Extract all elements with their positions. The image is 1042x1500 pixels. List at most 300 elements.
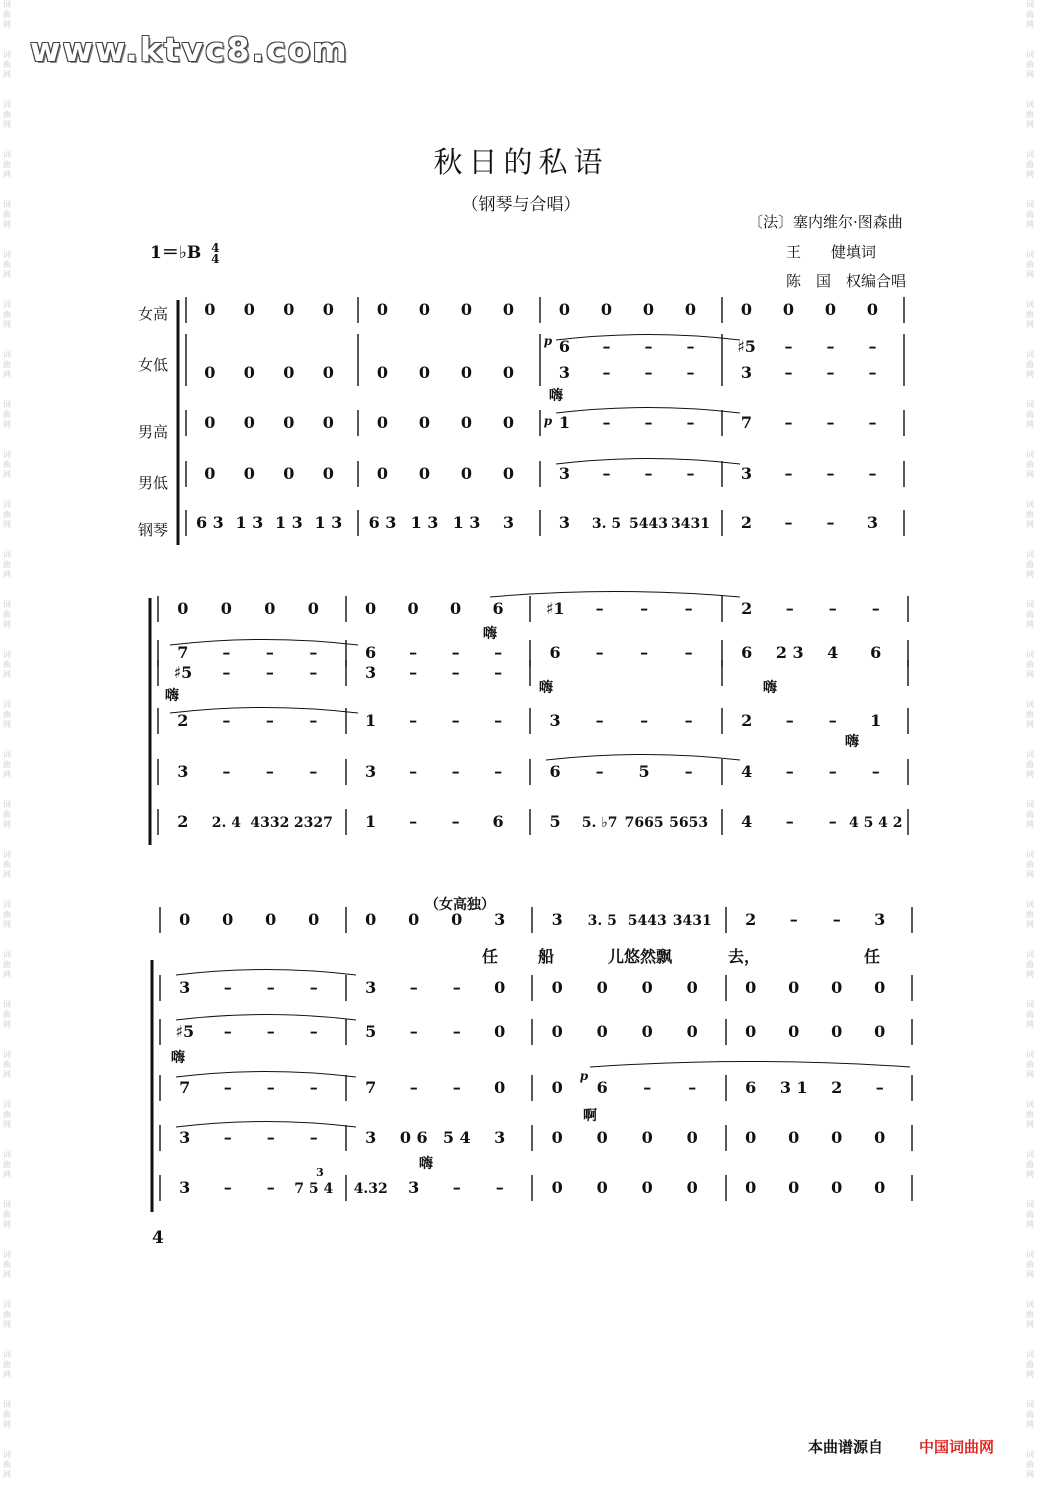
system2-bass-note: –	[222, 762, 231, 781]
system2-tenor-note: 2	[741, 711, 753, 730]
system2-bass-tie	[546, 755, 740, 761]
system2-soprano-note: –	[684, 599, 693, 618]
system3-piano-note: 0	[641, 1178, 653, 1197]
system3-bass-note: –	[223, 1128, 232, 1147]
system2-tenor-note: 1	[870, 711, 882, 730]
system1-piano-note: 6 3	[368, 513, 397, 532]
system1-piano-note: 3	[502, 513, 515, 532]
system2-alto-tie	[170, 640, 358, 646]
system1-piano-note: 1 3	[314, 513, 343, 532]
system1-soprano-note: 0	[558, 300, 571, 319]
system2-alto-upper-note: 6	[870, 643, 882, 662]
system3-tenor-note: –	[409, 1078, 418, 1097]
system3-bass-note: 0	[874, 1128, 886, 1147]
system3-soprano-note: 0	[408, 910, 420, 929]
system2-alto-lower-note: ♯5	[173, 663, 193, 682]
system1-alto-lower-note: 0	[322, 363, 334, 382]
system2-bass-note: –	[409, 762, 418, 781]
system2-piano-note: 4	[741, 812, 753, 831]
system2-soprano-note: 0	[264, 599, 276, 618]
system1-tenor-note: 7	[740, 413, 753, 432]
system2-soprano-note: –	[595, 599, 604, 618]
system2-alto-upper-note: –	[409, 643, 418, 662]
system2-tenor-note: –	[494, 711, 503, 730]
system2-alto-upper-note: –	[265, 643, 274, 662]
system3-piano-note: 3	[179, 1178, 191, 1197]
system3-bass-note: 0	[551, 1128, 563, 1147]
system1-tenor-note: –	[644, 413, 653, 432]
system2-piano-note: 5653	[669, 815, 709, 831]
system2-tenor-note: –	[265, 711, 274, 730]
system2-alto-upper-note: 6	[741, 643, 753, 662]
system2-alto-lower-note: 3	[365, 663, 377, 682]
system3-tenor-note: 7	[179, 1078, 191, 1097]
system3-lyric: 啊	[583, 1108, 597, 1124]
system1-alto-lower-note: –	[784, 363, 793, 382]
system1-alto-lower-note: 0	[243, 363, 255, 382]
system1-soprano-note: 0	[243, 300, 255, 319]
system3-alto-upper-note: 0	[831, 978, 843, 997]
system3-bass-note: 0	[831, 1128, 843, 1147]
system3-lyric: 任	[863, 947, 881, 966]
system1-alto-lower-note: –	[868, 363, 877, 382]
system1-alto-upper-note: 6	[558, 337, 571, 356]
system2-bass-note: –	[828, 762, 837, 781]
system3-piano-note: 0	[596, 1178, 608, 1197]
system3-tenor-note: 7	[365, 1078, 377, 1097]
system3-tenor-note: 6	[745, 1078, 757, 1097]
system1-piano-note: 5443	[629, 516, 668, 532]
system1-alto-lower-note: 0	[376, 363, 389, 382]
system3-bass-note: 0	[596, 1128, 608, 1147]
system3-alto-lower-note: 0	[551, 1022, 563, 1041]
system2-piano-note: 2	[177, 812, 189, 831]
system2-alto-upper-note: –	[451, 643, 460, 662]
system3-soprano-note: –	[832, 910, 841, 929]
system2-tenor-tie	[170, 708, 358, 714]
system3-alto-lower-note: 0	[596, 1022, 608, 1041]
system1-piano-note: –	[826, 513, 835, 532]
system1-bass-note: –	[644, 464, 653, 483]
system3-alto-upper-note: –	[409, 978, 418, 997]
system3-tenor-note: –	[309, 1078, 318, 1097]
score-title: 秋日的私语	[433, 145, 609, 179]
system1-bass-note: 0	[283, 464, 295, 483]
system2-soprano-note: 0	[450, 599, 462, 618]
voice-label-piano: 钢琴	[138, 521, 169, 539]
system3-alto-lower-note: 0	[874, 1022, 886, 1041]
system3-piano-note: 7 5 4	[294, 1181, 334, 1197]
system2-alto-upper-note: 2 3	[775, 643, 804, 662]
system2-bass-note: 4	[741, 762, 753, 781]
system3-soprano-note: 3. 5	[587, 913, 617, 929]
system1-soprano-note: 0	[782, 300, 795, 319]
system3-tenor-note: 2	[831, 1078, 843, 1097]
system1-piano-note: 3431	[671, 516, 710, 532]
system1-tenor-note: 0	[243, 413, 255, 432]
system3-piano-note: –	[266, 1178, 275, 1197]
system2-soprano-note: 0	[365, 599, 377, 618]
system3-soprano-note: 0	[179, 910, 191, 929]
system2-alto-lower-note: –	[309, 663, 318, 682]
system2-alto-lower-note: –	[451, 663, 460, 682]
system3-piano-note: 0	[831, 1178, 843, 1197]
system1-piano-note: 1 3	[274, 513, 303, 532]
system3-piano-note: 0	[745, 1178, 757, 1197]
system1-bass-note: –	[826, 464, 835, 483]
system2-alto-upper-note: –	[309, 643, 318, 662]
system3-alto-lower-note: 0	[745, 1022, 757, 1041]
system3-bass-note: 5 4	[442, 1128, 471, 1147]
system1-bass-note: –	[784, 464, 793, 483]
system2-soprano-note: –	[640, 599, 649, 618]
system2-tenor-note: 1	[365, 711, 377, 730]
system2-bass-note: –	[684, 762, 693, 781]
system3-bass-note: –	[309, 1128, 318, 1147]
system2-piano-note: 6	[492, 812, 504, 831]
system1-tenor-note: –	[868, 413, 877, 432]
system2-alto-upper-note: 6	[549, 643, 561, 662]
system2-piano-note: 5	[549, 812, 561, 831]
system3-soprano-note: 3	[494, 910, 506, 929]
system1-alto-lower-note: 0	[418, 363, 431, 382]
system1-bass-note: 0	[418, 464, 431, 483]
system2-alto-lower-note: –	[409, 663, 418, 682]
system1-soprano-note: 0	[283, 300, 295, 319]
system3-soprano-note: 0	[222, 910, 234, 929]
system3-alto-upper-note: 0	[686, 978, 698, 997]
system2-tenor-note: –	[595, 711, 604, 730]
system2-tenor-note: –	[222, 711, 231, 730]
system2-piano-note: 2327	[293, 815, 333, 831]
system3-triplet: 3	[316, 1166, 324, 1179]
system2-piano-note: 2. 4	[211, 815, 241, 831]
system3-tenor-note: 6	[596, 1078, 608, 1097]
system2-alto-upper-note: 6	[365, 643, 377, 662]
system3-alto-upper-note: 0	[494, 978, 506, 997]
system1-dynamic: p	[543, 414, 553, 428]
system1-tenor-note: –	[826, 413, 835, 432]
system3-alto-lower-note: 0	[831, 1022, 843, 1041]
system3-tenor-note: –	[688, 1078, 697, 1097]
system1-alto-lower-note: 0	[502, 363, 515, 382]
system3-tenor-note: –	[875, 1078, 884, 1097]
system3-bass-tie	[176, 1122, 356, 1128]
system2-bass-note: –	[451, 762, 460, 781]
system3-soprano-note: 0	[308, 910, 320, 929]
system3-piano-note: 0	[788, 1178, 800, 1197]
system1-alto-upper-note: –	[602, 337, 611, 356]
system1-alto-upper-note: –	[826, 337, 835, 356]
system1-tenor-note: –	[602, 413, 611, 432]
system2-piano-note: 4 5 4 2	[848, 815, 903, 831]
system1-tenor-note: 0	[376, 413, 389, 432]
voice-label-tenor: 男高	[138, 423, 169, 441]
system3-piano-note: 0	[686, 1178, 698, 1197]
system2-bass-note: 6	[549, 762, 561, 781]
system1-tenor-note: 0	[204, 413, 216, 432]
system3-bass-note: 0	[788, 1128, 800, 1147]
system2-tenor-note: –	[451, 711, 460, 730]
system2-piano-note: 5. ♭7	[581, 815, 618, 831]
system2-lyric: 嗨	[845, 734, 859, 750]
system3-soprano-note: 3	[874, 910, 886, 929]
system3-alto-upper-note: 0	[874, 978, 886, 997]
system3-alto-lower-note: 5	[365, 1022, 377, 1041]
system1-bass-note: 0	[243, 464, 255, 483]
system2-piano-note: –	[451, 812, 460, 831]
system1-piano-note: 3	[558, 513, 571, 532]
system2-alto-lower-note: –	[494, 663, 503, 682]
system2-soprano-note: 0	[177, 599, 189, 618]
system3-bass-note: 0 6	[399, 1128, 428, 1147]
system3-bass-note: –	[266, 1128, 275, 1147]
system3-alto-upper-note: 0	[788, 978, 800, 997]
system2-soprano-note: 0	[307, 599, 319, 618]
system3-alto-lower-note: –	[223, 1022, 232, 1041]
system3-alto-lower-note: 0	[686, 1022, 698, 1041]
system1-tenor-note: 0	[502, 413, 515, 432]
system3-soprano-note: –	[789, 910, 798, 929]
system3-alto-upper-note: –	[266, 978, 275, 997]
system1-soprano-note: 0	[418, 300, 431, 319]
system3-dynamic: p	[579, 1069, 589, 1083]
system1-bass-note: –	[686, 464, 695, 483]
system3-piano-note: 0	[874, 1178, 886, 1197]
system1-soprano-note: 0	[204, 300, 216, 319]
system1-piano-note: 3. 5	[591, 516, 622, 532]
system1-bass-note: 0	[460, 464, 473, 483]
system3-alto-lower-note: –	[409, 1022, 418, 1041]
system2-soprano-tie	[490, 592, 740, 598]
system2-tenor-note: –	[640, 711, 649, 730]
site-watermark: www.ktvc8.com	[30, 30, 349, 69]
system3-lyric: 去，	[727, 947, 761, 966]
system1-alto-lower-note: –	[644, 363, 653, 382]
system2-soprano-note: –	[828, 599, 837, 618]
system1-dynamic: p	[543, 334, 553, 348]
left-side-watermark: 词 曲 网 词 曲 网 词 曲 网 词 曲 网 词 曲 网 词 曲 网 词 曲 网 词 曲 网 词 曲 网 词 曲 网 词 曲 网 词 曲 网 词 曲 网 词 曲 网 词 曲 网 词 曲 网 词 曲 网 词 曲 网 词 曲 网 词 曲 网 词 曲 网 词 曲 网 词 曲 网 词 曲 网 词 曲 网 词 曲 网 词 曲 网 词 曲 网 词 曲 网 词 曲 网	[3, 0, 11, 1479]
system3-bass-note: 3	[365, 1128, 377, 1147]
system2-soprano-note: –	[871, 599, 880, 618]
page-number: 4	[152, 1228, 164, 1248]
system2-lyric: 嗨	[539, 680, 553, 696]
system1-piano-note: 1 3	[235, 513, 264, 532]
system1-soprano-note: 0	[460, 300, 473, 319]
system3-alto-lower-note: –	[309, 1022, 318, 1041]
system3-piano-note: –	[495, 1178, 504, 1197]
system1-soprano-note: 0	[322, 300, 334, 319]
system2-bass-note: 3	[177, 762, 189, 781]
system1-bass-note: 3	[558, 464, 571, 483]
system2-alto-upper-note: 4	[827, 643, 839, 662]
system1-tenor-note: –	[686, 413, 695, 432]
system1-alto-lower-note: 0	[283, 363, 295, 382]
system1-bass-note: 0	[322, 464, 334, 483]
system2-piano-note: 1	[365, 812, 377, 831]
system3-soprano-note: 0	[265, 910, 277, 929]
time-sig-bottom: 4	[211, 251, 220, 266]
system1-bass-note: 0	[376, 464, 389, 483]
system3-piano-note: 3	[408, 1178, 420, 1197]
system3-alto-tie	[176, 970, 356, 976]
system1-alto-upper-note: –	[868, 337, 877, 356]
system2-soprano-note: 6	[492, 599, 504, 618]
system1-soprano-note: 0	[684, 300, 697, 319]
system2-alto-lower-note: –	[222, 663, 231, 682]
system3-alto-upper-note: –	[223, 978, 232, 997]
system3-bass-note: 0	[641, 1128, 653, 1147]
system2-piano-note: 4332	[250, 815, 290, 831]
system1-soprano-note: 0	[502, 300, 515, 319]
system1-piano-note: –	[784, 513, 793, 532]
system3-piano-note: –	[223, 1178, 232, 1197]
system1-piano-note: 6 3	[195, 513, 224, 532]
system1-tenor-note: –	[784, 413, 793, 432]
system1-soprano-note: 0	[866, 300, 879, 319]
system1-tenor-note: 1	[558, 413, 571, 432]
system3-lyric: 任	[481, 947, 499, 966]
system3-tenor-note: –	[223, 1078, 232, 1097]
system2-bass-note: –	[871, 762, 880, 781]
system3-alto-upper-note: –	[452, 978, 461, 997]
system3-solo-label: （女高独）	[425, 897, 495, 913]
system1-bass-note: 3	[740, 464, 753, 483]
system1-alto-upper-note: –	[686, 337, 695, 356]
system3-tenor-note: 3 1	[779, 1078, 808, 1097]
time-sig-top: 4	[211, 240, 220, 255]
system1-lyric: 嗨	[549, 388, 563, 404]
system3-alto-tie	[176, 1015, 356, 1021]
system2-tenor-note: –	[309, 711, 318, 730]
system3-tenor-note: –	[643, 1078, 652, 1097]
system3-tenor-tie	[176, 1072, 356, 1078]
system1-piano-note: 1 3	[452, 513, 481, 532]
system3-soprano-note: 3	[551, 910, 563, 929]
system2-lyric: 嗨	[483, 626, 497, 642]
system3-alto-upper-note: 0	[551, 978, 563, 997]
system3-lyric: 嗨	[171, 1050, 185, 1066]
system3-soprano-note: 5443	[627, 913, 667, 929]
system2-bass-note: 5	[638, 762, 650, 781]
system3-alto-upper-note: –	[309, 978, 318, 997]
system2-soprano-note: –	[785, 599, 794, 618]
arranger-credit: 陈 国 权编合唱	[786, 272, 907, 290]
key-signature-text: 1＝♭B	[150, 243, 202, 263]
system2-soprano-note: 0	[407, 599, 419, 618]
system3-bass-note: 3	[179, 1128, 191, 1147]
system2-alto-upper-note: –	[222, 643, 231, 662]
system3-piano-note: 4.32	[353, 1181, 388, 1197]
system1-bass-note: 0	[204, 464, 216, 483]
system2-bass-note: –	[494, 762, 503, 781]
system3-soprano-note: 3431	[672, 913, 712, 929]
system2-tenor-note: –	[409, 711, 418, 730]
system1-alto-lower-note: –	[602, 363, 611, 382]
system1-alto-upper-note: ♯5	[737, 337, 756, 356]
system1-alto-lower-note: –	[826, 363, 835, 382]
system1-tenor-note: 0	[418, 413, 431, 432]
system2-lyric: 嗨	[763, 680, 777, 696]
system3-tenor-tie	[590, 1062, 910, 1068]
system2-piano-note: –	[409, 812, 418, 831]
voice-label-bass: 男低	[138, 474, 169, 492]
system1-bass-note: 0	[502, 464, 515, 483]
system3-alto-lower-note: 0	[788, 1022, 800, 1041]
system1-piano-note: 3	[866, 513, 879, 532]
system3-lyric: 儿悠然飘	[607, 947, 673, 966]
system2-tenor-note: 3	[549, 711, 561, 730]
system2-alto-lower-note: –	[265, 663, 274, 682]
system1-alto-lower-note: 3	[558, 363, 571, 382]
system1-piano-note: 1 3	[410, 513, 439, 532]
system2-piano-note: –	[828, 812, 837, 831]
system3-soprano-note: 0	[451, 910, 463, 929]
system3-alto-lower-note: –	[452, 1022, 461, 1041]
system1-piano-note: 2	[740, 513, 753, 532]
system2-bass-note: –	[309, 762, 318, 781]
score-subtitle: （钢琴与合唱）	[461, 195, 581, 215]
system1-soprano-note: 0	[824, 300, 837, 319]
system2-lyric: 嗨	[165, 688, 179, 704]
system2-alto-upper-note: 7	[177, 643, 189, 662]
system1-alto-lower-note: 0	[460, 363, 473, 382]
system1-alto-lower-note: –	[686, 363, 695, 382]
system1-soprano-note: 0	[642, 300, 655, 319]
system2-soprano-note: 2	[741, 599, 753, 618]
system2-bass-note: –	[265, 762, 274, 781]
system1-soprano-note: 0	[376, 300, 389, 319]
system3-soprano-note: 0	[365, 910, 377, 929]
voice-label-soprano: 女高	[138, 305, 169, 323]
system3-tenor-note: –	[266, 1078, 275, 1097]
system1-alto-upper-note: –	[784, 337, 793, 356]
system2-soprano-note: ♯1	[545, 599, 565, 618]
system2-alto-upper-note: –	[494, 643, 503, 662]
system3-alto-lower-note: 0	[641, 1022, 653, 1041]
system2-alto-upper-note: –	[684, 643, 693, 662]
system3-alto-upper-note: 0	[596, 978, 608, 997]
system1-soprano-note: 0	[740, 300, 753, 319]
system3-piano-note: 0	[551, 1178, 563, 1197]
system3-bass-note: 0	[745, 1128, 757, 1147]
system3-alto-lower-note: ♯5	[175, 1022, 195, 1041]
system2-tenor-note: –	[828, 711, 837, 730]
system3-bass-note: 0	[686, 1128, 698, 1147]
system1-tenor-note: 0	[460, 413, 473, 432]
system3-tenor-note: 0	[551, 1078, 563, 1097]
footer-source-site[interactable]: 中国词曲网	[919, 1438, 995, 1456]
system3-tenor-note: 0	[494, 1078, 506, 1097]
system3-alto-upper-note: 0	[641, 978, 653, 997]
system2-tenor-note: 2	[177, 711, 189, 730]
system2-bass-note: 3	[365, 762, 377, 781]
composer-credit: 〔法〕塞内维尔·图森曲	[748, 213, 903, 231]
right-side-watermark: 词 曲 网 词 曲 网 词 曲 网 词 曲 网 词 曲 网 词 曲 网 词 曲 网 词 曲 网 词 曲 网 词 曲 网 词 曲 网 词 曲 网 词 曲 网 词 曲 网 词 曲 网 词 曲 网 词 曲 网 词 曲 网 词 曲 网 词 曲 网 词 曲 网 词 曲 网 词 曲 网 词 曲 网 词 曲 网 词 曲 网 词 曲 网 词 曲 网 词 曲 网 词 曲 网	[1026, 0, 1034, 1479]
system2-piano-note: –	[785, 812, 794, 831]
system2-soprano-note: 0	[220, 599, 232, 618]
system2-tenor-note: –	[684, 711, 693, 730]
system2-bass-note: –	[595, 762, 604, 781]
system3-lyric: 船	[537, 947, 555, 966]
system3-bass-note: 3	[494, 1128, 506, 1147]
system2-piano-note: 7665	[624, 815, 664, 831]
footer-source-label: 本曲谱源自	[808, 1438, 884, 1456]
lyricist-credit: 王 健填词	[786, 243, 877, 261]
system1-tenor-note: 0	[322, 413, 334, 432]
system3-alto-upper-note: 3	[179, 978, 191, 997]
system1-tenor-note: 0	[283, 413, 295, 432]
